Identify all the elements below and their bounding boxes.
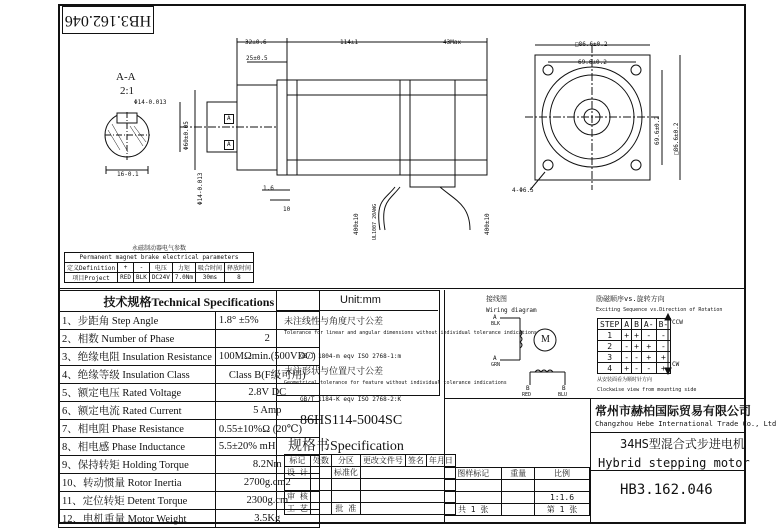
spec-value: 2300g.cm — [215, 492, 319, 510]
company-en: Changzhou Hebe International Trade Co., Ltd — [595, 420, 776, 428]
sequence-cell: 3 — [598, 352, 622, 363]
wire-color: BLU — [558, 392, 568, 398]
revision-header: 分区 — [331, 455, 360, 467]
motor-label: M — [541, 334, 550, 345]
tolerance-geometric: 未注形状与位置尺寸公差 — [284, 367, 384, 377]
lead-length-right: 400±10 — [484, 213, 491, 235]
tolerance-linear-en: Tolerance for linear and angular dimensions without individual tolerance indications — [284, 330, 537, 336]
brake-table — [64, 243, 254, 283]
revision-header: 处数 — [310, 455, 331, 467]
company-cn: 常州市赫柏国际贸易有限公司 — [595, 404, 752, 418]
brake-cell: BLK — [133, 273, 149, 283]
block-divider — [276, 290, 277, 522]
sequence-cell: - — [622, 341, 632, 352]
rotated-drawing-number: HB3.162.046 — [62, 6, 154, 34]
model-number: 86HS114-5004SC — [300, 413, 403, 428]
brake-cell: 30ms — [195, 273, 224, 283]
block-divider — [58, 288, 746, 289]
spec-label: 1、步距角 Step Angle — [59, 312, 216, 330]
sequence-subtitle: Exciting Sequence vs.Direction of Rotation — [596, 307, 723, 313]
brake-cell: 定义Definition — [65, 263, 118, 273]
spec-label: 10、转动惯量 Rotor Inertia — [59, 474, 216, 492]
spec-title: 规格书Specification — [288, 439, 404, 454]
signoff-standard: 标准化 — [331, 467, 360, 479]
dim-10: 10 — [283, 206, 291, 213]
sequence-cell: + — [641, 352, 656, 363]
sequence-cell: - — [632, 352, 642, 363]
brake-cell: 吸合时间 — [195, 263, 224, 273]
spec-value: 0.55±10%Ω (20℃) — [215, 420, 319, 438]
signoff-process: 工 艺 — [285, 503, 311, 515]
spec-value: 2.8V DC — [215, 384, 319, 402]
sequence-cell: 2 — [598, 341, 622, 352]
revision-header: 签名 — [405, 455, 426, 467]
sequence-cell: - — [641, 330, 656, 341]
sequence-header: A- — [641, 319, 656, 330]
signoff-design: 设 计 — [285, 467, 311, 479]
brake-cell: 电压 — [149, 263, 172, 273]
dim-shaft-14: Φ14-0.013 — [197, 172, 204, 205]
rotation-note-en: Clockwise view from mounting side — [597, 387, 697, 393]
dim-32: 32±0.6 — [245, 39, 267, 46]
section-label: A-A — [116, 71, 136, 83]
spec-value: 2 — [215, 330, 319, 348]
sequence-header: A — [622, 319, 632, 330]
wiring-title-en: Wiring diagram — [486, 307, 537, 314]
datum-a-top: A — [224, 114, 234, 124]
spec-label: 7、相电阻 Phase Resistance — [59, 420, 216, 438]
wire-color: BLK — [491, 321, 501, 327]
lead-length: 400±10 — [353, 213, 360, 235]
ccw-label: CCW — [672, 319, 683, 326]
spec-value: Class B(F级可用) — [215, 366, 319, 384]
sequence-cell: 1 — [598, 330, 622, 341]
spec-value: 8.2Nm — [215, 456, 319, 474]
dim-43: 43Max — [443, 39, 462, 46]
spec-label: 9、保持转矩 Holding Torque — [59, 456, 216, 474]
brake-cell: 8 — [224, 273, 253, 283]
signoff-review: 审 核 — [285, 491, 311, 503]
spec-label: 3、绝缘电阻 Insulation Resistance — [59, 348, 216, 366]
revision-table — [284, 454, 456, 515]
brake-subtitle: Permanent magnet brake electrical parameters — [65, 253, 254, 263]
sequence-cell: + — [632, 330, 642, 341]
revision-header: 标记 — [285, 455, 311, 467]
sequence-cell: + — [622, 363, 632, 374]
brake-cell: - — [133, 263, 149, 273]
wire-label: B — [526, 385, 530, 392]
wire-label: B — [562, 385, 566, 392]
sheet-number: 第 1 张 — [534, 504, 589, 516]
spec-value: 5 Amp — [215, 402, 319, 420]
brake-title: 永磁制动器电气参数 — [131, 245, 186, 252]
signoff-approve: 批 准 — [331, 503, 360, 515]
dim-face-right: □86.6±0.2 — [673, 122, 680, 155]
sequence-cell: + — [656, 363, 671, 374]
spec-label: 6、额定电流 Rated Current — [59, 402, 216, 420]
sequence-cell: - — [632, 363, 642, 374]
spec-label: 8、相电感 Phase Inductance — [59, 438, 216, 456]
brake-cell: 力矩 — [172, 263, 195, 273]
spec-label: 12、电机重量 Motor Weight — [59, 510, 216, 528]
dim-25: 25±0.5 — [246, 55, 268, 62]
section-scale: 2:1 — [120, 85, 135, 97]
sequence-table — [597, 318, 671, 374]
cw-label: CW — [672, 361, 680, 368]
product-divider — [590, 432, 746, 433]
product-en: Hybrid stepping motor — [598, 456, 750, 470]
stage-header: 比例 — [534, 468, 589, 480]
spec-value: 1.8° ±5% — [215, 312, 319, 330]
sequence-cell: + — [622, 330, 632, 341]
brake-cell: 项目Project — [65, 273, 118, 283]
revision-header: 年月日 — [426, 455, 455, 467]
spec-value: 3.5Kg — [215, 510, 319, 528]
wire-color: RED — [522, 392, 532, 398]
spec-value: 5.5±20% mH — [215, 438, 319, 456]
sequence-cell: + — [632, 341, 642, 352]
sequence-cell: - — [656, 341, 671, 352]
brake-cell: DC24V — [149, 273, 172, 283]
section-flat: 16-0.1 — [117, 171, 139, 178]
sequence-cell: - — [656, 330, 671, 341]
spec-label: 5、额定电压 Rated Voltage — [59, 384, 216, 402]
specs-header: 技术规格Technical Specifications — [59, 291, 320, 312]
dim-hole-spacing-right: 69.6±0.2 — [654, 116, 661, 145]
unit-label: Unit:mm — [340, 294, 381, 306]
sequence-cell: - — [622, 352, 632, 363]
sequence-header: B — [632, 319, 642, 330]
block-divider — [444, 290, 445, 522]
block-divider — [590, 398, 591, 522]
tolerance-linear-std: GB/T 1804-m eqv ISO 2768-1:m — [300, 353, 402, 360]
dim-face: □86.6±0.2 — [575, 41, 608, 48]
sequence-cell: - — [641, 363, 656, 374]
dim-114: 114±1 — [340, 39, 359, 46]
stage-header: 图样标记 — [445, 468, 502, 480]
number-divider — [590, 470, 746, 471]
spec-label: 11、定位转矩 Detent Torque — [59, 492, 216, 510]
wiring-title-cn: 接线图 — [486, 295, 507, 303]
sequence-cell: + — [656, 352, 671, 363]
sequence-title: 励磁顺序vs.旋转方向 — [596, 295, 665, 303]
section-key-depth: Φ14-0.013 — [134, 99, 167, 106]
spec-label: 4、绝缘等级 Insulation Class — [59, 366, 216, 384]
product-cn: 34HS型混合式步进电机 — [620, 437, 745, 451]
spec-value: 100MΩmin.(500VDC) — [215, 348, 319, 366]
scale-value: 1:1.6 — [534, 492, 589, 504]
sequence-cell: + — [641, 341, 656, 352]
dim-holes: 4-Φ6.5 — [512, 187, 534, 194]
stage-table — [444, 467, 590, 516]
rotation-note-cn: 从安装面看为顺时针方向 — [597, 377, 653, 383]
tolerance-geometric-en: Geometrical tolerance for feature without individual tolerance indications — [284, 380, 507, 386]
brake-cell: + — [118, 263, 134, 273]
datum-a-bottom: A — [224, 140, 234, 150]
sequence-header: STEP — [598, 319, 622, 330]
spec-label: 2、相数 Number of Phase — [59, 330, 216, 348]
stage-header: 重量 — [502, 468, 535, 480]
brake-cell: 7.0Nm — [172, 273, 195, 283]
company-divider — [444, 398, 744, 399]
tolerance-geometric-std: GB/T 1184-K eqv ISO 2768-2:K — [300, 396, 402, 403]
dim-hole-spacing: 69.6±0.2 — [578, 59, 607, 66]
revision-header: 更改文件号 — [360, 455, 405, 467]
wire-note: UL1007 20AWG — [372, 203, 378, 240]
sheet-total: 共 1 张 — [445, 504, 502, 516]
spec-value: 2700g.cm2 — [215, 474, 319, 492]
wire-label: A — [493, 355, 497, 362]
brake-cell: 释放时间 — [224, 263, 253, 273]
wire-label: A — [493, 314, 497, 321]
drawing-number: HB3.162.046 — [620, 482, 713, 498]
sequence-cell: 4 — [598, 363, 622, 374]
brake-cell: RED — [118, 273, 134, 283]
tolerance-divider — [276, 310, 438, 311]
wire-color: GRN — [491, 362, 501, 368]
dim-shaft-dia: Φ60±0.05 — [183, 121, 190, 150]
sequence-header: B- — [656, 319, 671, 330]
tolerance-linear: 未注线性与角度尺寸公差 — [284, 317, 384, 327]
dim-1-6: 1.6 — [263, 185, 274, 192]
